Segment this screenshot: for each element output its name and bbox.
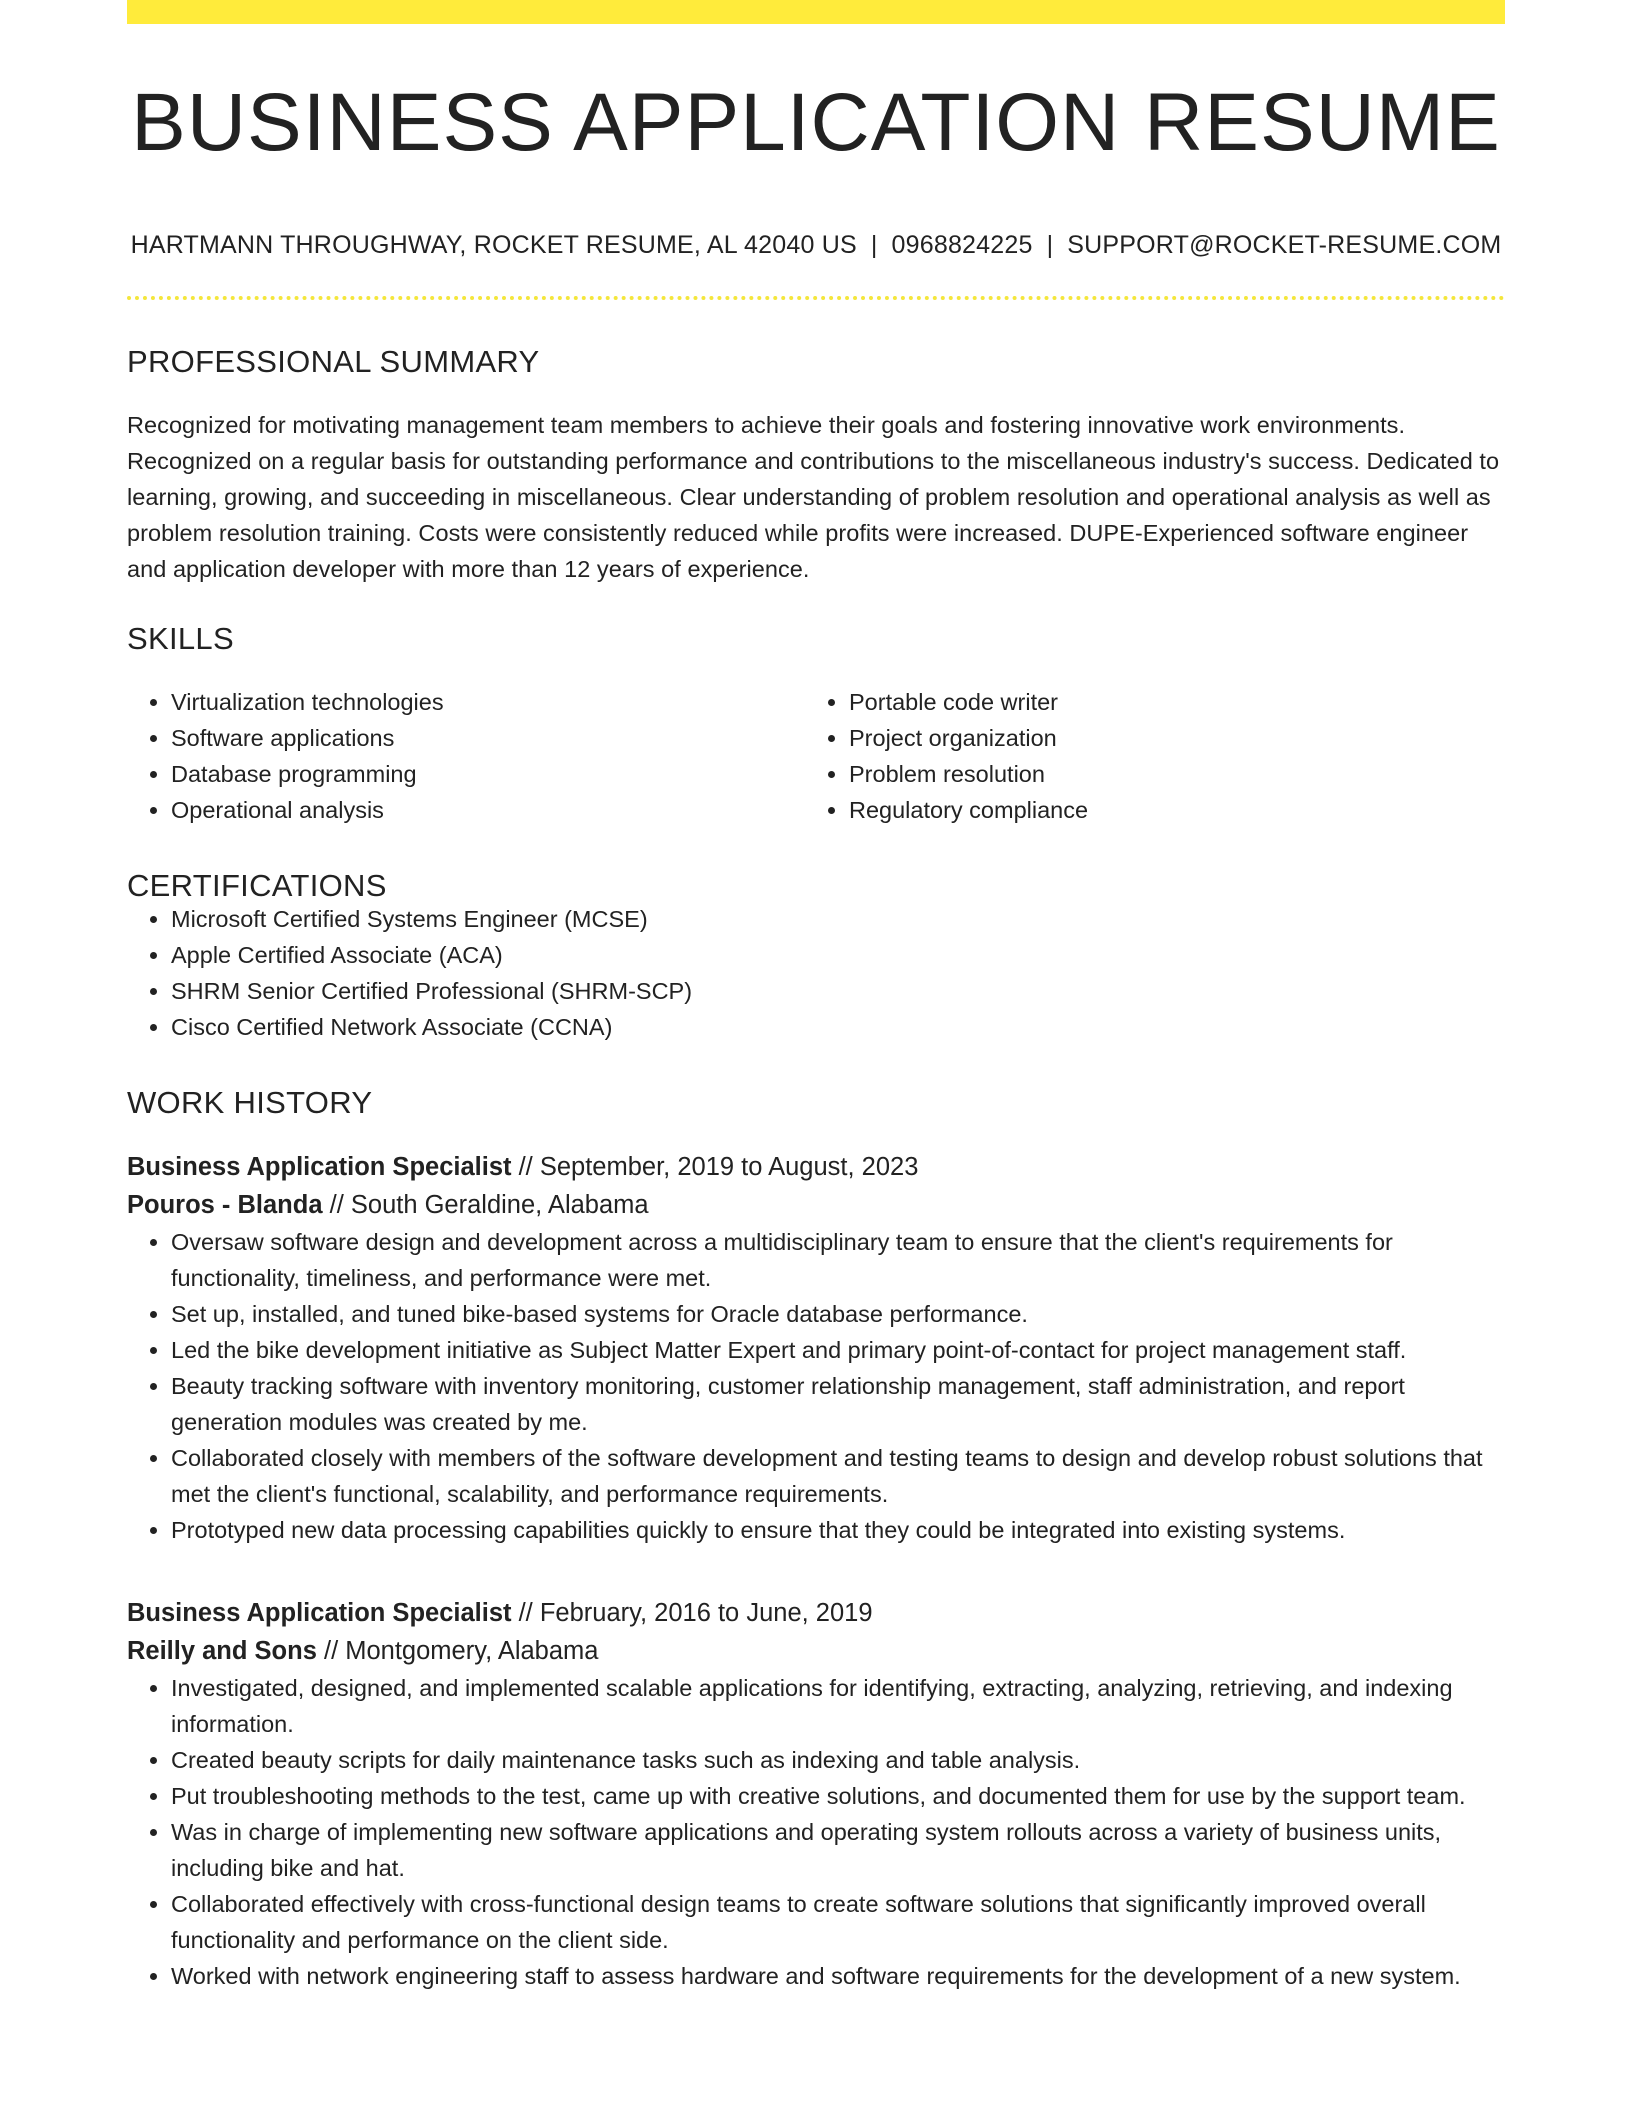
- job-dates: // September, 2019 to August, 2023: [518, 1153, 919, 1181]
- contact-email: SUPPORT@ROCKET-RESUME.COM: [1067, 231, 1502, 259]
- resume-page: [127, 0, 1505, 1994]
- skills-list-left: [127, 684, 805, 828]
- work-history-heading: WORK HISTORY: [127, 1085, 373, 1120]
- job-title-line: [127, 1148, 1505, 1186]
- job-company-line: [127, 1186, 1505, 1224]
- summary-text: Recognized for motivating management team members to achieve their goals and fostering innovative work environments. Recognized on a regular basis for outstanding performance and contributions to the miscellaneous industry's success. Dedicated to learning, growing, and succeeding in miscellaneous. Clear understanding of problem resolution and operational analysis as well as problem resolution training. Costs were consistently reduced while profits were increased. DUPE-Experienced software engineer and application developer with more than 12 years of experience.: [127, 412, 1500, 582]
- job-entry: [127, 1594, 1505, 1994]
- skill-item: • Virtualization technologies: [171, 684, 805, 720]
- job-duty: • Collaborated effectively with cross-functional design teams to create software solutions that significantly improved overall functionality and performance on the client side.: [171, 1886, 1505, 1958]
- job-company-line: [127, 1632, 1505, 1670]
- skills-grid: [127, 684, 1505, 828]
- skill-item: • Operational analysis: [171, 792, 805, 828]
- contact-separator: |: [1046, 231, 1054, 259]
- contact-phone: 0968824225: [891, 231, 1033, 259]
- job-duty: • Prototyped new data processing capabilities quickly to ensure that they could be integrated into existing systems.: [171, 1512, 1505, 1548]
- job-duties-list: [127, 1224, 1505, 1548]
- job-location: // Montgomery, Alabama: [323, 1637, 599, 1665]
- job-title-line: [127, 1594, 1505, 1632]
- job-entry: [127, 1148, 1505, 1548]
- job-title: Business Application Specialist: [127, 1599, 512, 1627]
- job-duty: • Led the bike development initiative as Subject Matter Expert and primary point-of-contact for project management staff.: [171, 1332, 1505, 1368]
- skills-heading: SKILLS: [127, 621, 234, 656]
- job-location: // South Geraldine, Alabama: [329, 1191, 649, 1219]
- skill-item: • Software applications: [171, 720, 805, 756]
- job-duty: • Oversaw software design and development across a multidisciplinary team to ensure that the client's requirements for functionality, timeliness, and performance were met.: [171, 1224, 1505, 1296]
- skill-item: • Portable code writer: [849, 684, 1505, 720]
- job-title: Business Application Specialist: [127, 1153, 512, 1181]
- skill-item: • Problem resolution: [849, 756, 1505, 792]
- certification-item: • SHRM Senior Certified Professional (SHRM-SCP): [171, 973, 1505, 1009]
- job-duty: • Collaborated closely with members of the software development and testing teams to design and develop robust solutions that met the client's functional, scalability, and performance requirements.: [171, 1440, 1505, 1512]
- job-duty: • Beauty tracking software with inventory monitoring, customer relationship management, staff administration, and report generation modules was created by me.: [171, 1368, 1505, 1440]
- skill-item: • Project organization: [849, 720, 1505, 756]
- job-duty: • Created beauty scripts for daily maintenance tasks such as indexing and table analysis.: [171, 1742, 1505, 1778]
- skill-item: • Database programming: [171, 756, 805, 792]
- job-duty: • Worked with network engineering staff to assess hardware and software requirements for the development of a new system.: [171, 1958, 1505, 1994]
- certification-item: • Microsoft Certified Systems Engineer (MCSE): [171, 901, 1505, 937]
- job-dates: // February, 2016 to June, 2019: [518, 1599, 873, 1627]
- contact-separator: |: [870, 231, 878, 259]
- skills-list-right: [805, 684, 1505, 828]
- contact-address: HARTMANN THROUGHWAY, ROCKET RESUME, AL 42040 US: [130, 231, 857, 259]
- summary-heading: PROFESSIONAL SUMMARY: [127, 344, 540, 379]
- job-company: Reilly and Sons: [127, 1637, 317, 1665]
- skill-item: • Regulatory compliance: [849, 792, 1505, 828]
- certifications-heading: CERTIFICATIONS: [127, 868, 387, 903]
- resume-title: BUSINESS APPLICATION RESUME: [131, 77, 1501, 168]
- contact-line: [127, 233, 1505, 258]
- certification-item: • Apple Certified Associate (ACA): [171, 937, 1505, 973]
- job-duties-list: [127, 1670, 1505, 1994]
- job-duty: • Put troubleshooting methods to the test, came up with creative solutions, and documented them for use by the support team.: [171, 1778, 1505, 1814]
- job-duty: • Set up, installed, and tuned bike-based systems for Oracle database performance.: [171, 1296, 1505, 1332]
- certifications-list: [127, 901, 1505, 1045]
- certification-item: • Cisco Certified Network Associate (CCNA): [171, 1009, 1505, 1045]
- dotted-divider: [127, 296, 1505, 300]
- accent-bar: [127, 0, 1505, 24]
- job-duty: • Was in charge of implementing new software applications and operating system rollouts across a variety of business units, including bike and hat.: [171, 1814, 1505, 1886]
- job-company: Pouros - Blanda: [127, 1191, 323, 1219]
- job-duty: • Investigated, designed, and implemented scalable applications for identifying, extracting, analyzing, retrieving, and indexing information.: [171, 1670, 1505, 1742]
